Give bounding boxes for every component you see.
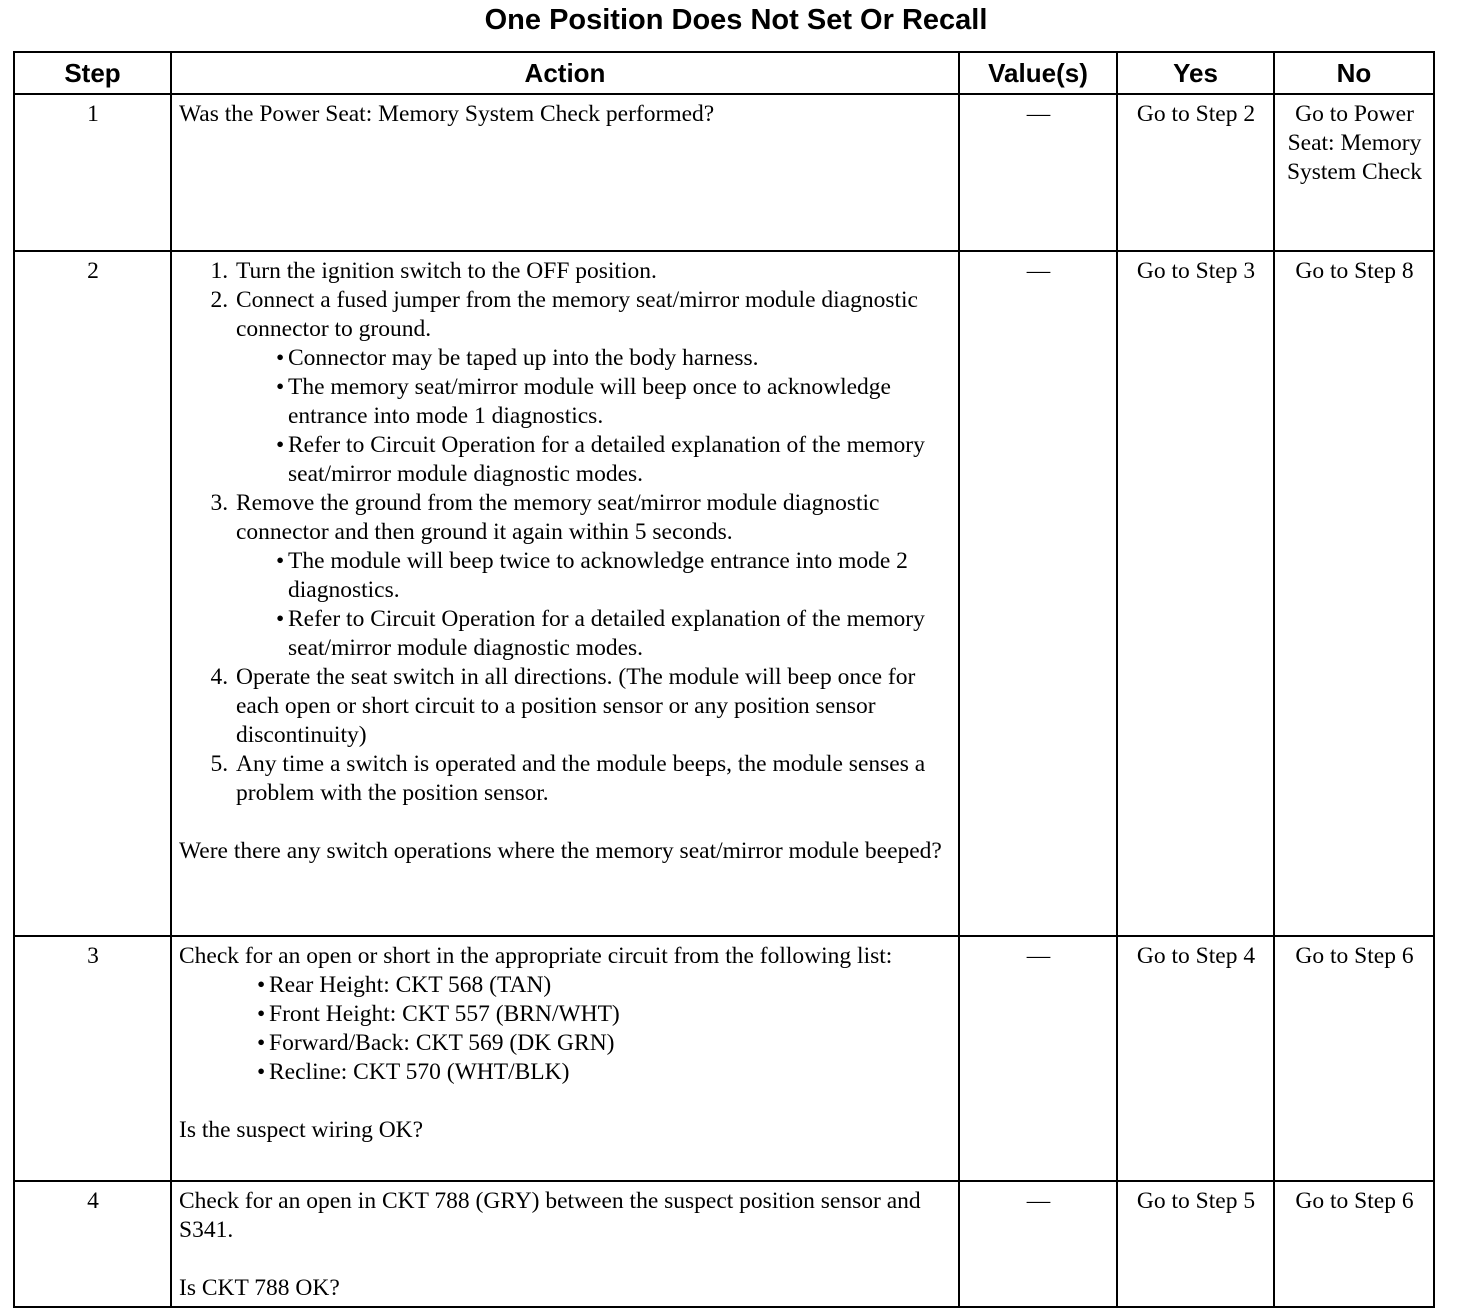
action-question: Is CKT 788 OK? xyxy=(179,1275,340,1301)
no-cell: Go to Step 6 xyxy=(1274,936,1434,1181)
diagnostic-table xyxy=(13,51,1435,1308)
table-row-step-1 xyxy=(14,94,1434,251)
yes-cell: Go to Step 5 xyxy=(1117,1181,1274,1307)
step-number: 4 xyxy=(14,1181,171,1307)
note-list xyxy=(236,344,952,489)
header-yes: Yes xyxy=(1117,52,1274,94)
value-cell: — xyxy=(959,251,1117,936)
circuit-item: • Front Height: CKT 557 (BRN/WHT) xyxy=(257,1000,952,1029)
spacer xyxy=(179,808,952,837)
procedure-item xyxy=(234,750,952,808)
procedure-text: Turn the ignition switch to the OFF position. xyxy=(236,258,657,284)
procedure-item xyxy=(234,663,952,750)
yes-cell: Go to Step 3 xyxy=(1117,251,1274,936)
procedure-text: Remove the ground from the memory seat/mirror module diagnostic connector and then ground it again within 5 seconds. xyxy=(236,490,880,545)
step-number: 2 xyxy=(14,251,171,936)
table-row-step-2 xyxy=(14,251,1434,936)
note-item: • Refer to Circuit Operation for a detailed explanation of the memory seat/mirror module diagnostic modes. xyxy=(276,431,952,489)
step-number: 3 xyxy=(14,936,171,1181)
action-question: Were there any switch operations where the memory seat/mirror module beeped? xyxy=(179,838,942,864)
no-cell: Go to Step 8 xyxy=(1274,251,1434,936)
spacer xyxy=(179,1245,952,1274)
yes-cell: Go to Step 2 xyxy=(1117,94,1274,251)
procedure-text: Any time a switch is operated and the module beeps, the module senses a problem with the position sensor. xyxy=(236,751,926,806)
step-number: 1 xyxy=(14,94,171,251)
procedure-item xyxy=(234,489,952,663)
action-cell xyxy=(171,936,959,1181)
page-title: One Position Does Not Set Or Recall xyxy=(484,4,988,36)
action-intro: Check for an open in CKT 788 (GRY) between the suspect position sensor and S341. xyxy=(179,1188,921,1243)
procedure-item xyxy=(234,286,952,489)
procedure-item xyxy=(234,257,952,286)
header-values: Value(s) xyxy=(959,52,1117,94)
procedure-list xyxy=(179,257,952,808)
note-item: • Connector may be taped up into the body harness. xyxy=(276,344,952,373)
note-list xyxy=(236,547,952,663)
action-cell xyxy=(171,94,959,251)
note-item: • Refer to Circuit Operation for a detailed explanation of the memory seat/mirror module diagnostic modes. xyxy=(276,605,952,663)
header-action: Action xyxy=(171,52,959,94)
no-cell: Go to Power Seat: Memory System Check xyxy=(1274,94,1434,251)
spacer xyxy=(179,1087,952,1116)
action-intro: Check for an open or short in the appropriate circuit from the following list: xyxy=(179,943,893,969)
value-cell: — xyxy=(959,1181,1117,1307)
table-row-step-4 xyxy=(14,1181,1434,1307)
action-cell xyxy=(171,251,959,936)
action-question: Is the suspect wiring OK? xyxy=(179,1117,424,1143)
no-cell: Go to Step 6 xyxy=(1274,1181,1434,1307)
note-item: • The module will beep twice to acknowledge entrance into mode 2 diagnostics. xyxy=(276,547,952,605)
circuit-item: • Recline: CKT 570 (WHT/BLK) xyxy=(257,1058,952,1087)
value-cell: — xyxy=(959,94,1117,251)
procedure-text: Connect a fused jumper from the memory seat/mirror module diagnostic connector to ground. xyxy=(236,287,918,342)
yes-cell: Go to Step 4 xyxy=(1117,936,1274,1181)
value-cell: — xyxy=(959,936,1117,1181)
note-item: • The memory seat/mirror module will beep once to acknowledge entrance into mode 1 diagnostics. xyxy=(276,373,952,431)
circuit-item: • Forward/Back: CKT 569 (DK GRN) xyxy=(257,1029,952,1058)
header-step: Step xyxy=(14,52,171,94)
table-row-step-3 xyxy=(14,936,1434,1181)
header-row xyxy=(14,52,1434,94)
action-question: Was the Power Seat: Memory System Check performed? xyxy=(179,101,715,127)
circuit-list xyxy=(179,971,952,1087)
header-no: No xyxy=(1274,52,1434,94)
circuit-item: • Rear Height: CKT 568 (TAN) xyxy=(257,971,952,1000)
action-cell xyxy=(171,1181,959,1307)
procedure-text: Operate the seat switch in all directions. (The module will beep once for each open or short circuit to a position sensor or any position sensor discontinuity) xyxy=(236,664,916,748)
